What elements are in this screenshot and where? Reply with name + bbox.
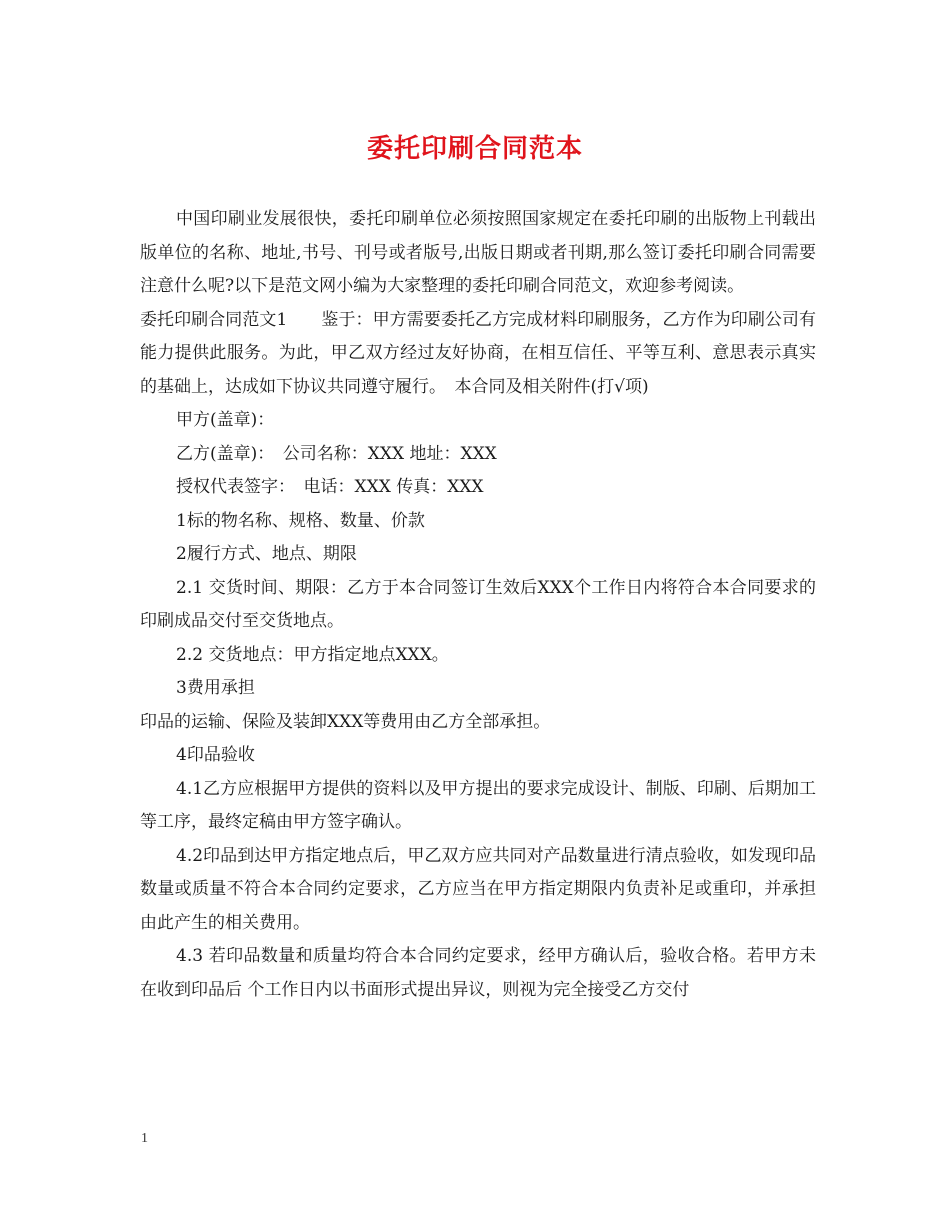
clause-4-1: 4.1乙方应根据甲方提供的资料以及甲方提出的要求完成设计、制版、印刷、后期加工等工序，最终定稿由甲方签字确认。 bbox=[140, 778, 816, 832]
clause-3-text: 印品的运输、保险及装卸XXX等费用由乙方全部承担。 bbox=[140, 711, 551, 732]
clause-2-1: 2.1 交货时间、期限：乙方于本合同签订生效后XXX个工作日内将符合本合同要求的印刷成品交付至交货地点。 bbox=[140, 577, 816, 631]
clause-4-3: 4.3 若印品数量和质量均符合本合同约定要求，经甲方确认后，验收合格。若甲方未在收到印品后 个工作日内以书面形式提出异议，则视为完全接受乙方交付 bbox=[140, 946, 816, 1000]
sample-one-paragraph: 委托印刷合同范文1 鉴于：甲方需要委托乙方完成材料印刷服务，乙方作为印刷公司有能力提供此服务。为此，甲乙双方经过友好协商，在相互信任、平等互利、意思表示真实的基础上，达成如下协议共同遵守履行。 本合同及相关附件(打√项) bbox=[140, 309, 816, 397]
party-a-line: 甲方(盖章)： bbox=[176, 410, 275, 430]
section-4-heading: 4印品验收 bbox=[176, 745, 255, 765]
section-2-heading: 2履行方式、地点、期限 bbox=[176, 544, 357, 564]
document-title: 委托印刷合同范本 bbox=[366, 134, 583, 164]
section-1-heading: 1标的物名称、规格、数量、价款 bbox=[176, 510, 425, 531]
intro-paragraph: 中国印刷业发展很快，委托印刷单位必须按照国家规定在委托印刷的出版物上刊载出版单位的名称、地址,书号、刊号或者版号,出版日期或者刊期,那么签订委托印刷合同需要注意什么呢?以下是范文网小编为大家整理的委托印刷合同范文，欢迎参考阅读。 bbox=[140, 209, 816, 296]
party-b-line: 乙方(盖章)： 公司名称：XXX 地址：XXX bbox=[176, 443, 497, 464]
clause-4-2: 4.2印品到达甲方指定地点后，甲乙双方应共同对产品数量进行清点验收，如发现印品数量或质量不符合本合同约定要求，乙方应当在甲方指定期限内负责补足或重印，并承担由此产生的相关费用。 bbox=[140, 845, 816, 933]
clause-2-2: 2.2 交货地点：甲方指定地点XXX。 bbox=[176, 644, 449, 665]
page-number: 1 bbox=[141, 1131, 148, 1146]
representative-line: 授权代表签字： 电话：XXX 传真：XXX bbox=[176, 477, 484, 497]
section-3-heading: 3费用承担 bbox=[176, 678, 255, 698]
document-body bbox=[140, 203, 816, 1007]
